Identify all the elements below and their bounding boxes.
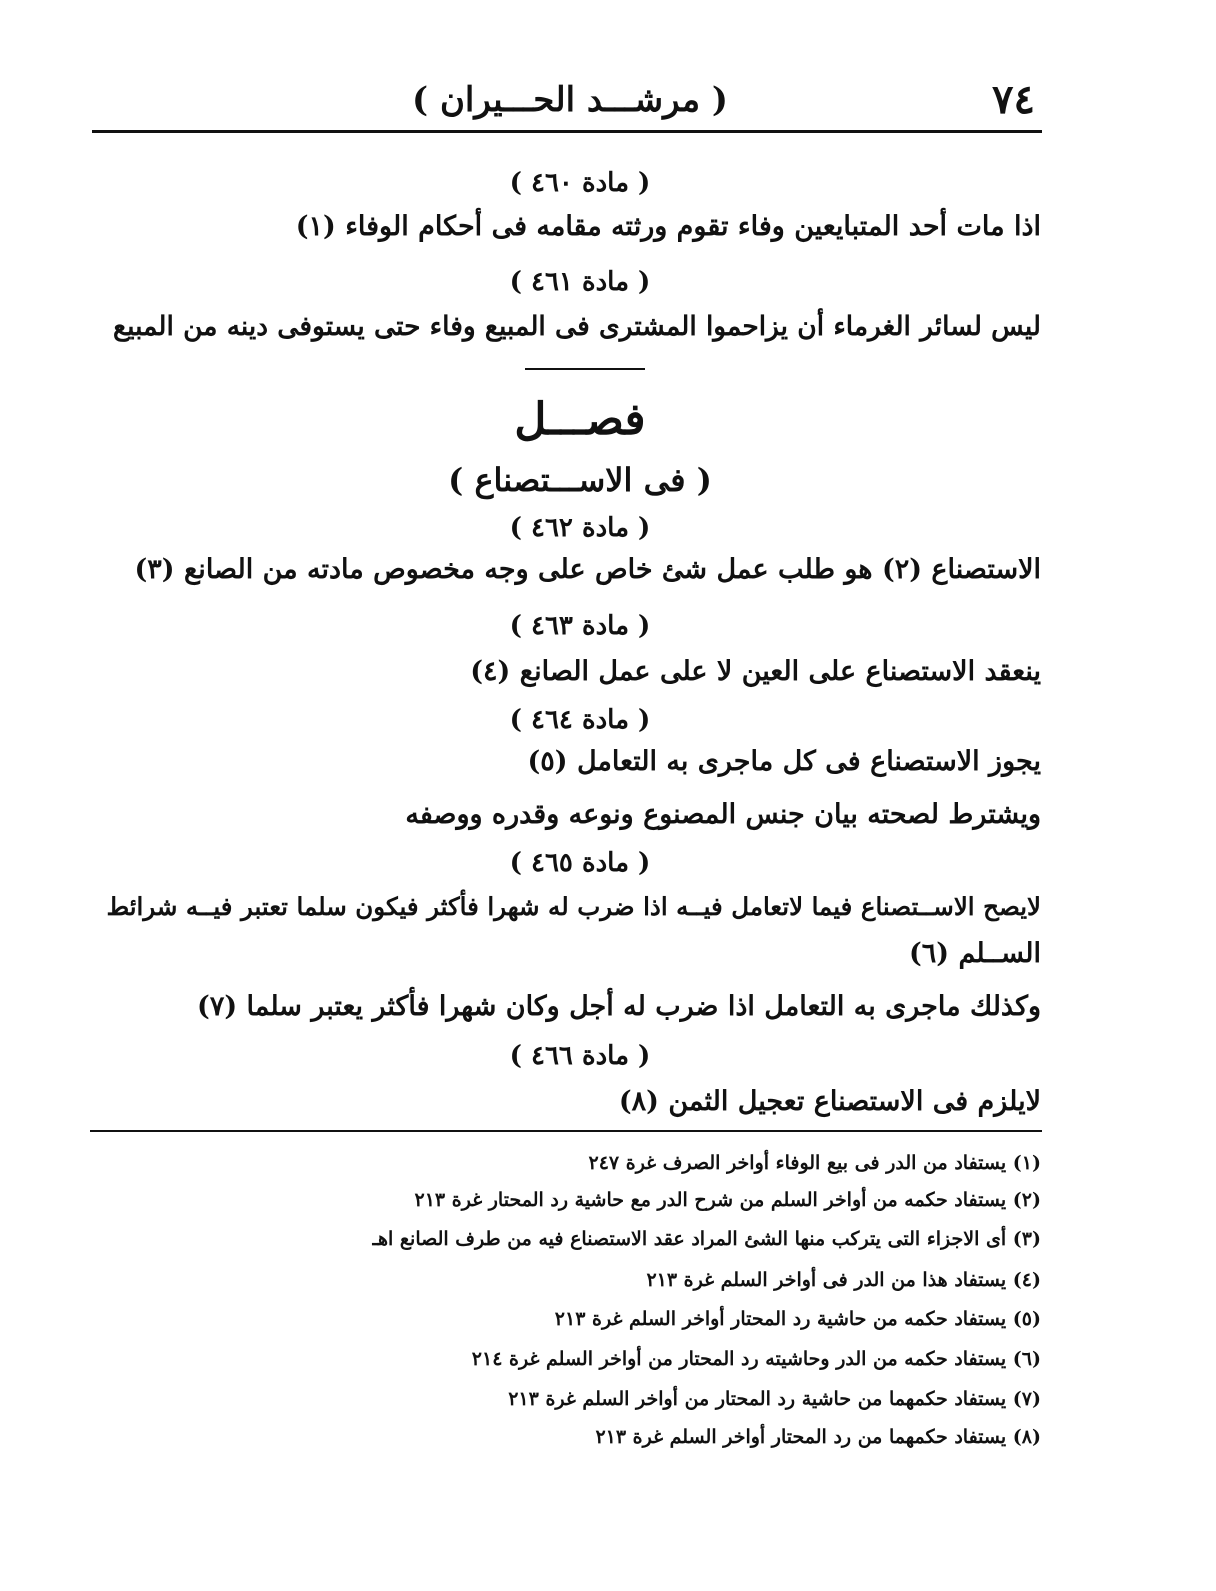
- article-heading: ( مادة ٤٦٣ ): [509, 611, 651, 641]
- article-text: اذا مات أحد المتبايعين وفاء تقوم ورثته مقامه فى أحكام الوفاء (١): [295, 211, 1041, 242]
- article-text: ليس لسائر الغرماء أن يزاحموا المشترى فى المبيع وفاء حتى يستوفى دينه من المبيع: [113, 311, 1041, 342]
- footnote-text: يستفاد حكمهما من رد المحتار أواخر السلم غرة ٢١٣: [595, 1426, 1007, 1448]
- article-heading: ( مادة ٤٦٠ ): [509, 168, 651, 198]
- footnote: [595, 1420, 1041, 1454]
- article-heading: ( مادة ٤٦١ ): [509, 267, 651, 297]
- footnote: [472, 1342, 1041, 1376]
- article-heading: ( مادة ٤٦٤ ): [509, 705, 651, 735]
- section-title: فصـــل: [514, 394, 646, 445]
- footnote-text: يستفاد حكمه من أواخر السلم من شرح الدر مع حاشية رد المحتار غرة ٢١٣: [414, 1189, 1007, 1211]
- footnote-text: يستفاد حكمه من الدر وحاشيته رد المحتار من أواخر السلم غرة ٢١٤: [471, 1348, 1007, 1370]
- footnote-number: (٨): [1012, 1426, 1041, 1448]
- article-text: لايصح الاســتصناع فيما لاتعامل فيــه اذا ضرب له شهرا فأكثر فيكون سلما تعتبر فيــه شرائط: [106, 892, 1041, 921]
- footnote: [372, 1222, 1041, 1256]
- footnote: [555, 1302, 1041, 1336]
- article-heading: ( مادة ٤٦٦ ): [509, 1041, 651, 1071]
- footnote-number: (٦): [1012, 1348, 1041, 1370]
- article-text: ويشترط لصحته بيان جنس المصنوع ونوعه وقدره ووصفه: [405, 799, 1041, 830]
- page-number: ٧٤: [992, 76, 1035, 123]
- footnote-text: يستفاد حكمهما من حاشية رد المحتار من أواخر السلم غرة ٢١٣: [508, 1388, 1007, 1410]
- header-rule: [92, 130, 1042, 133]
- article-text: ينعقد الاستصناع على العين لا على عمل الصانع (٤): [470, 656, 1041, 687]
- footnote: [508, 1382, 1041, 1416]
- footnote-number: (٤): [1012, 1269, 1041, 1291]
- footnote-number: (١): [1012, 1152, 1041, 1174]
- footnote-text: أى الاجزاء التى يتركب منها الشئ المراد عقد الاستصناع فيه من طرف الصانع اهـ: [372, 1228, 1007, 1250]
- article-text: لايلزم فى الاستصناع تعجيل الثمن (٨): [618, 1086, 1041, 1117]
- footnote-text: يستفاد هذا من الدر فى أواخر السلم غرة ٢١٣: [646, 1269, 1007, 1291]
- footnote-number: (٥): [1012, 1308, 1041, 1330]
- section-subtitle: ( فى الاســـتصناع ): [448, 461, 712, 499]
- section-divider: [525, 368, 645, 370]
- footnote: [589, 1146, 1042, 1180]
- article-text: الاستصناع (٢) هو طلب عمل شئ خاص على وجه مخصوص مادته من الصانع (٣): [134, 554, 1041, 585]
- footnote-number: (٧): [1012, 1388, 1041, 1410]
- footnote-text: يستفاد حكمه من حاشية رد المحتار أواخر السلم غرة ٢١٣: [554, 1308, 1007, 1330]
- footnote-rule: [90, 1130, 1042, 1132]
- article-heading: ( مادة ٤٦٢ ): [509, 513, 651, 543]
- footnote: [415, 1183, 1041, 1217]
- footnote-number: (٢): [1012, 1189, 1041, 1211]
- article-text: يجوز الاستصناع فى كل ماجرى به التعامل (٥): [527, 746, 1041, 777]
- article-heading: ( مادة ٤٦٥ ): [509, 848, 651, 878]
- article-text: وكذلك ماجرى به التعامل اذا ضرب له أجل وكان شهرا فأكثر يعتبر سلما (٧): [197, 991, 1041, 1022]
- footnote-text: يستفاد من الدر فى بيع الوفاء أواخر الصرف غرة ٢٤٧: [588, 1152, 1007, 1174]
- article-text: الســلم (٦): [908, 938, 1041, 969]
- running-title: ( مرشـــد الحـــيران ): [412, 80, 728, 120]
- footnote: [646, 1263, 1041, 1297]
- footnote-number: (٣): [1012, 1228, 1041, 1250]
